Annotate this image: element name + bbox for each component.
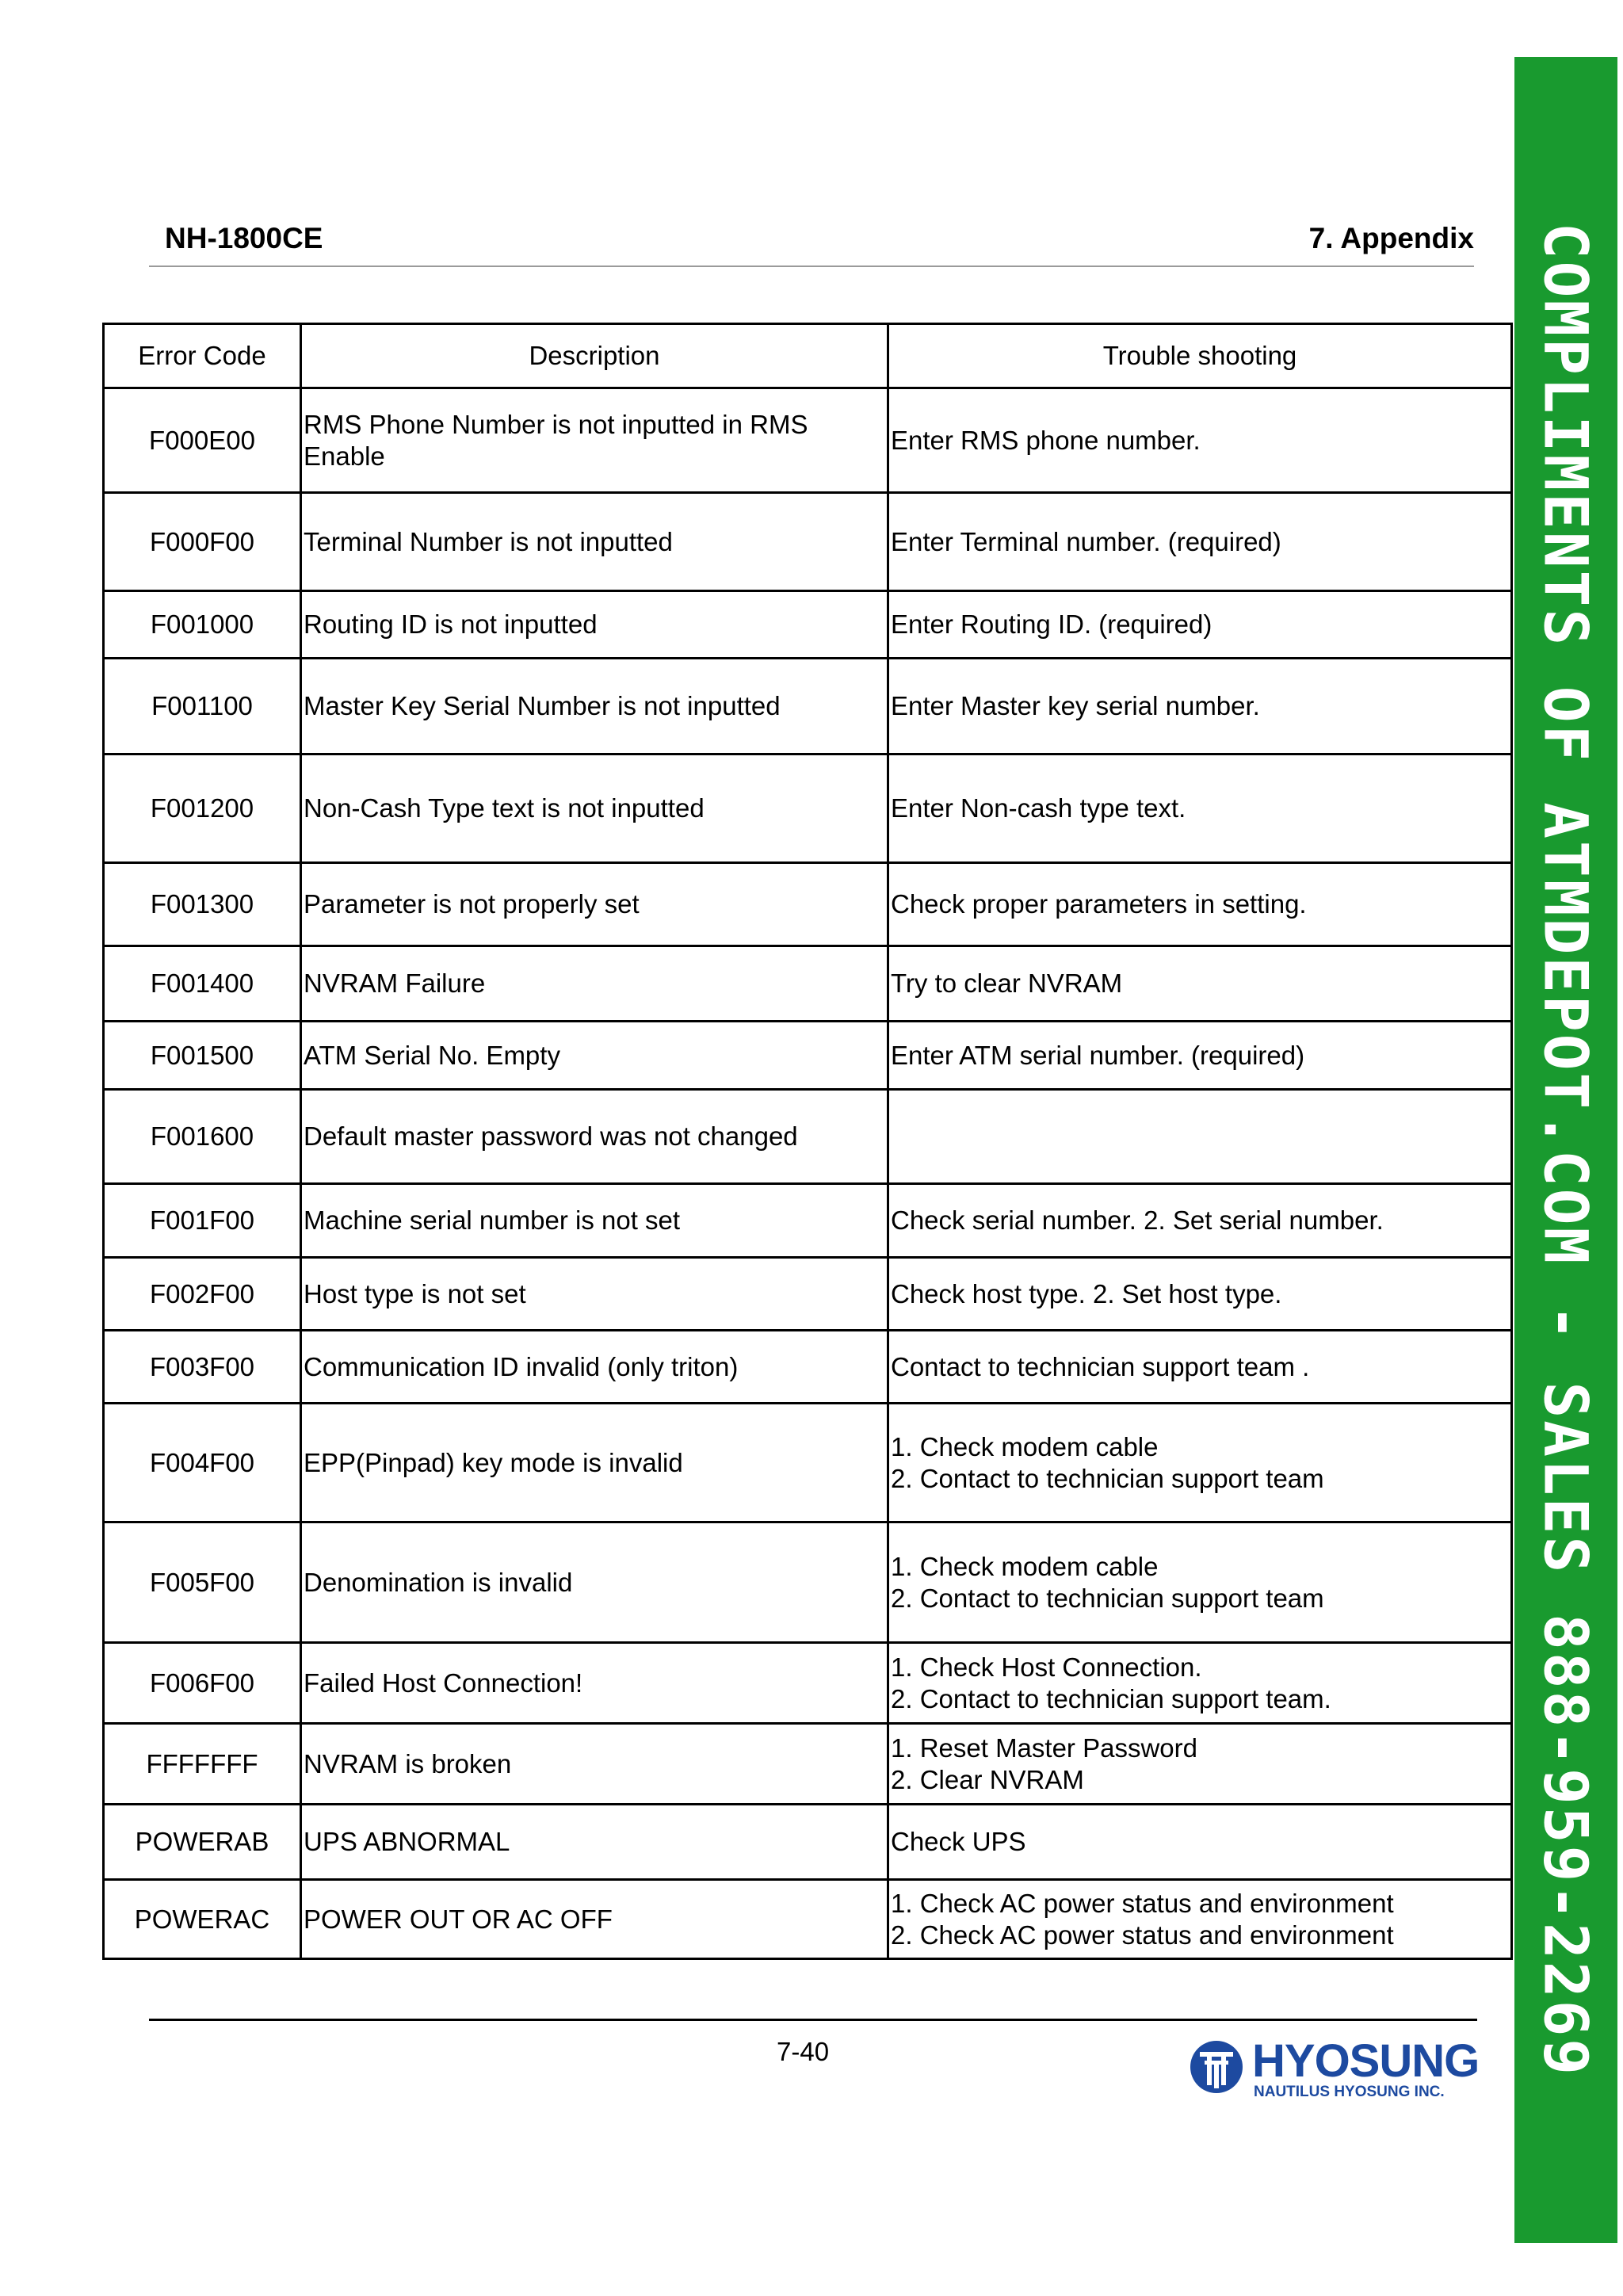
- description-cell: NVRAM Failure: [301, 946, 888, 1022]
- hyosung-emblem-icon: [1189, 2039, 1244, 2095]
- trouble-shooting-cell: Check UPS: [888, 1805, 1512, 1880]
- trouble-shooting-cell: 1. Check AC power status and environment 2. Check AC power status and environment: [888, 1880, 1512, 1959]
- trouble-shooting-cell: Check proper parameters in setting.: [888, 863, 1512, 946]
- table-row: [104, 1022, 1512, 1090]
- description-cell: Failed Host Connection!: [301, 1643, 888, 1724]
- page-number: 7-40: [777, 2037, 830, 2066]
- trouble-shooting-cell: 1. Reset Master Password 2. Clear NVRAM: [888, 1724, 1512, 1805]
- description-cell: Denomination is invalid: [301, 1522, 888, 1643]
- error-code-cell: F000E00: [104, 388, 301, 493]
- col-header-trouble-shooting: Trouble shooting: [888, 324, 1512, 388]
- table-header-row: [104, 324, 1512, 388]
- trouble-shooting-cell: Check host type. 2. Set host type.: [888, 1258, 1512, 1331]
- error-code-cell: F001F00: [104, 1184, 301, 1258]
- description-cell: EPP(Pinpad) key mode is invalid: [301, 1404, 888, 1522]
- table-row: [104, 1805, 1512, 1880]
- trouble-shooting-cell: Enter Routing ID. (required): [888, 591, 1512, 659]
- section-title: 7. Appendix: [1308, 222, 1474, 254]
- table-row: [104, 591, 1512, 659]
- error-code-cell: F001000: [104, 591, 301, 659]
- error-code-cell: POWERAB: [104, 1805, 301, 1880]
- trouble-shooting-cell: [888, 1090, 1512, 1184]
- error-code-table: [102, 323, 1513, 1960]
- description-cell: Routing ID is not inputted: [301, 591, 888, 659]
- trouble-shooting-cell: Enter Non-cash type text.: [888, 755, 1512, 863]
- table-row: [104, 863, 1512, 946]
- error-code-cell: F001500: [104, 1022, 301, 1090]
- description-cell: Default master password was not changed: [301, 1090, 888, 1184]
- error-code-cell: F001100: [104, 659, 301, 755]
- error-code-cell: F005F00: [104, 1522, 301, 1643]
- table-row: [104, 1643, 1512, 1724]
- table-row: [104, 1184, 1512, 1258]
- description-cell: ATM Serial No. Empty: [301, 1022, 888, 1090]
- error-code-cell: F004F00: [104, 1404, 301, 1522]
- trouble-shooting-cell: Enter ATM serial number. (required): [888, 1022, 1512, 1090]
- table-row: [104, 1404, 1512, 1522]
- table-row: [104, 1724, 1512, 1805]
- error-code-cell: FFFFFFF: [104, 1724, 301, 1805]
- error-code-cell: POWERAC: [104, 1880, 301, 1959]
- trouble-shooting-cell: 1. Check Host Connection. 2. Contact to technician support team.: [888, 1643, 1512, 1724]
- table-row: [104, 493, 1512, 591]
- table-row: [104, 1880, 1512, 1959]
- error-code-cell: F003F00: [104, 1331, 301, 1404]
- description-cell: UPS ABNORMAL: [301, 1805, 888, 1880]
- error-code-cell: F000F00: [104, 493, 301, 591]
- trouble-shooting-cell: Enter RMS phone number.: [888, 388, 1512, 493]
- document-model: NH-1800CE: [165, 222, 323, 254]
- logo-subtitle: NAUTILUS HYOSUNG INC.: [1254, 2084, 1445, 2100]
- error-code-cell: F001600: [104, 1090, 301, 1184]
- description-cell: Master Key Serial Number is not inputted: [301, 659, 888, 755]
- table-row: [104, 1331, 1512, 1404]
- trouble-shooting-cell: Contact to technician support team .: [888, 1331, 1512, 1404]
- logo-wordmark: HYOSUNG: [1252, 2035, 1480, 2087]
- error-code-cell: F001400: [104, 946, 301, 1022]
- description-cell: Non-Cash Type text is not inputted: [301, 755, 888, 863]
- table-row: [104, 659, 1512, 755]
- header-divider: [149, 266, 1474, 267]
- table-row: [104, 1090, 1512, 1184]
- table-body: [104, 388, 1512, 1959]
- side-banner: [1514, 57, 1617, 2243]
- error-code-cell: F001300: [104, 863, 301, 946]
- col-header-error-code: Error Code: [104, 324, 301, 388]
- trouble-shooting-cell: Try to clear NVRAM: [888, 946, 1512, 1022]
- table-row: [104, 1522, 1512, 1643]
- description-cell: POWER OUT OR AC OFF: [301, 1880, 888, 1959]
- trouble-shooting-cell: Check serial number. 2. Set serial number.: [888, 1184, 1512, 1258]
- error-code-cell: F001200: [104, 755, 301, 863]
- description-cell: Host type is not set: [301, 1258, 888, 1331]
- side-banner-text: COMPLIMENTS OF ATMDEPOT.COM - SALES 888-959-2269: [1530, 222, 1602, 2078]
- description-cell: Parameter is not properly set: [301, 863, 888, 946]
- trouble-shooting-cell: 1. Check modem cable 2. Contact to technician support team: [888, 1522, 1512, 1643]
- trouble-shooting-cell: Enter Master key serial number.: [888, 659, 1512, 755]
- col-header-description: Description: [301, 324, 888, 388]
- description-cell: Communication ID invalid (only triton): [301, 1331, 888, 1404]
- description-cell: Terminal Number is not inputted: [301, 493, 888, 591]
- description-cell: NVRAM is broken: [301, 1724, 888, 1805]
- table-row: [104, 755, 1512, 863]
- trouble-shooting-cell: 1. Check modem cable 2. Contact to technician support team: [888, 1404, 1512, 1522]
- table-row: [104, 946, 1512, 1022]
- footer-divider: [149, 2019, 1477, 2021]
- error-code-cell: F002F00: [104, 1258, 301, 1331]
- table-row: [104, 388, 1512, 493]
- hyosung-logo: [1189, 2033, 1480, 2104]
- trouble-shooting-cell: Enter Terminal number. (required): [888, 493, 1512, 591]
- table-row: [104, 1258, 1512, 1331]
- description-cell: RMS Phone Number is not inputted in RMS Enable: [301, 388, 888, 493]
- error-code-cell: F006F00: [104, 1643, 301, 1724]
- description-cell: Machine serial number is not set: [301, 1184, 888, 1258]
